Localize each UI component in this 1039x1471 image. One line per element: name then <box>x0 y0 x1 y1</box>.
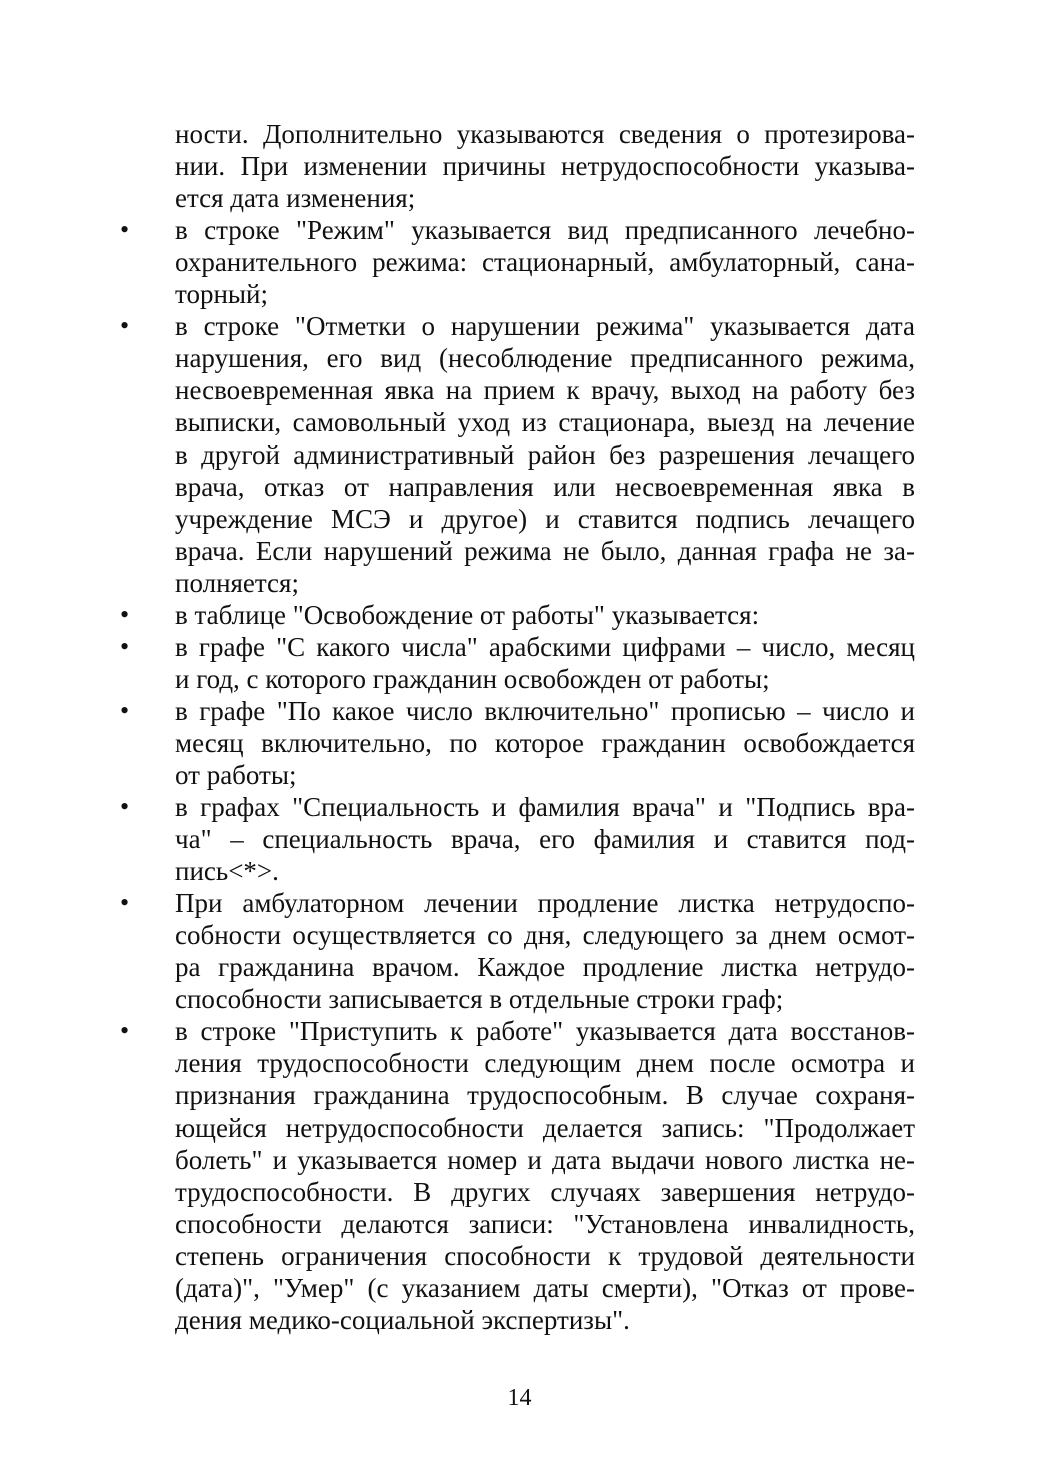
text-line: дения медико-социальной экспертизы". <box>175 1305 630 1335</box>
text-line: и год, с которого гражданин освобожден от работы; <box>175 664 770 694</box>
text-line: врача. Если нарушений режима не было, данная графа не за- <box>175 536 915 566</box>
text-line: ности. Дополнительно указываются сведения о протезирова- <box>175 119 915 149</box>
text-line: в графе "По какое число включительно" прописью – число и <box>175 696 915 726</box>
text-line: признания гражданина трудоспособным. В случае сохраня- <box>175 1080 915 1110</box>
list-bullet: • <box>120 792 130 821</box>
text-line: врача, отказ от направления или несвоевременная явка в <box>175 472 915 502</box>
list-bullet: • <box>120 600 130 629</box>
text-line: в строке "Приступить к работе" указывается дата восстанов- <box>175 1016 915 1046</box>
text-line: (дата)", "Умер" (с указанием даты смерти), "Отказ от прове- <box>175 1273 915 1303</box>
text-line: в строке "Отметки о нарушении режима" указывается дата <box>175 311 915 341</box>
text-line: ра гражданина врачом. Каждое продление листка нетрудо- <box>175 952 915 982</box>
list-bullet: • <box>120 1016 130 1045</box>
text-line: ется дата изменения; <box>175 183 416 213</box>
text-line: способности делаются записи: "Установлена инвалидность, <box>175 1209 915 1239</box>
text-line: собности осуществляется со дня, следующего за днем осмот- <box>175 920 915 950</box>
list-bullet: • <box>120 888 130 917</box>
text-line: несвоевременная явка на прием к врачу, выход на работу без <box>175 375 915 405</box>
text-line: в другой административный район без разрешения лечащего <box>175 440 915 470</box>
text-line: ча" – специальность врача, его фамилия и ставится под- <box>175 824 915 854</box>
text-line: в графах "Специальность и фамилия врача" и "Подпись вра- <box>175 792 915 822</box>
page-number: 14 <box>507 1385 532 1411</box>
text-line: учреждение МСЭ и другое) и ставится подпись лечащего <box>175 504 915 534</box>
text-line: в таблице "Освобождение от работы" указывается: <box>175 600 760 630</box>
text-line: выписки, самовольный уход из стационара, выезд на лечение <box>175 407 915 437</box>
text-line: пись<*>. <box>175 856 279 886</box>
text-line: нарушения, его вид (несоблюдение предписанного режима, <box>175 343 915 373</box>
text-line: ющейся нетрудоспособности делается запись: "Продолжает <box>175 1113 915 1143</box>
text-line: в строке "Режим" указывается вид предписанного лечебно- <box>175 215 915 245</box>
text-line: полняется; <box>175 568 299 598</box>
text-line: степень ограничения способности к трудовой деятельности <box>175 1241 915 1271</box>
text-line: способности записывается в отдельные строки граф; <box>175 984 784 1014</box>
text-line: торный; <box>175 279 268 309</box>
text-line: месяц включительно, по которое гражданин освобождается <box>175 728 915 758</box>
text-line: ления трудоспособности следующим днем после осмотра и <box>175 1048 915 1078</box>
text-line: в графе "С какого числа" арабскими цифрами – число, месяц <box>175 632 915 662</box>
list-bullet: • <box>120 215 130 244</box>
text-line: охранительного режима: стационарный, амбулаторный, сана- <box>175 247 915 277</box>
text-line: При амбулаторном лечении продление листка нетрудоспо- <box>175 888 915 918</box>
text-line: от работы; <box>175 760 297 790</box>
text-line: трудоспособности. В других случаях завершения нетрудо- <box>175 1177 915 1207</box>
text-line: нии. При изменении причины нетрудоспособности указыва- <box>175 151 915 181</box>
text-line: болеть" и указывается номер и дата выдачи нового листка не- <box>175 1145 915 1175</box>
list-bullet: • <box>120 696 130 725</box>
list-bullet: • <box>120 632 130 661</box>
list-bullet: • <box>120 311 130 340</box>
